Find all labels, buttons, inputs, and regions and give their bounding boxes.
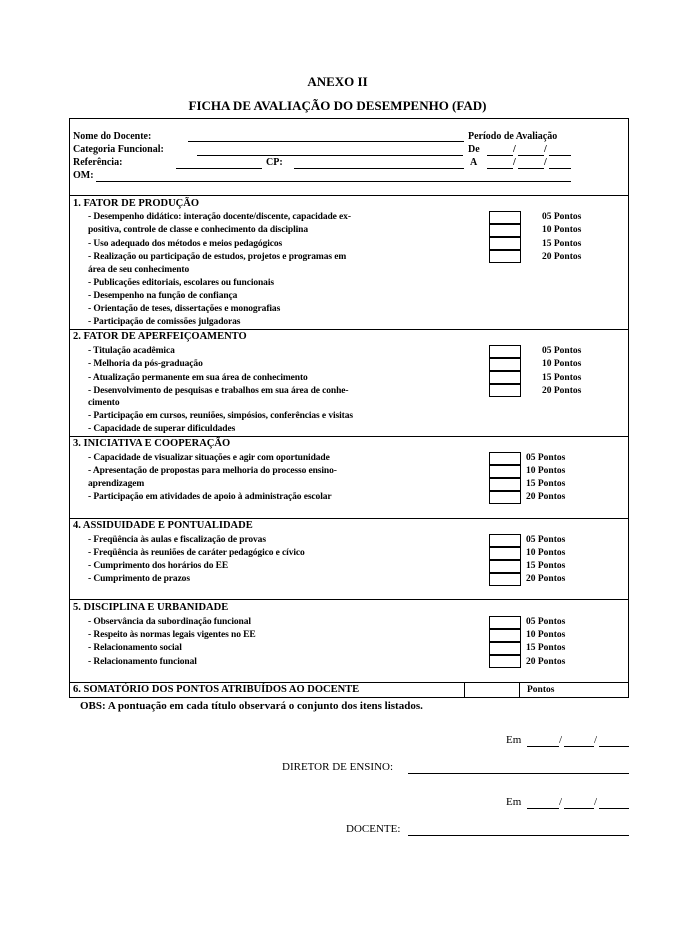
criterion-item: - Participação em atividades de apoio à administração escolar xyxy=(88,492,332,502)
points-label: 20 Pontos xyxy=(526,574,566,584)
points-label: 05 Pontos xyxy=(542,212,582,222)
cp-label: CP: xyxy=(266,157,283,168)
score-box[interactable] xyxy=(489,616,521,629)
date-separator: / xyxy=(544,144,547,155)
criterion-item: - Desenvolvimento de pesquisas e trabalhos em sua área de conhe- xyxy=(88,386,349,396)
divider xyxy=(69,518,629,519)
score-box[interactable] xyxy=(489,491,521,504)
de-month-field[interactable] xyxy=(518,155,544,156)
score-box[interactable] xyxy=(489,547,521,560)
score-box[interactable] xyxy=(489,642,521,655)
date-day-field[interactable] xyxy=(527,746,559,747)
score-box[interactable] xyxy=(489,224,521,237)
score-box[interactable] xyxy=(489,384,521,397)
criterion-item: - Participação de comissões julgadoras xyxy=(88,317,241,327)
criterion-item: - Relacionamento social xyxy=(88,643,182,653)
score-box[interactable] xyxy=(489,358,521,371)
criterion-item: - Desempenho didático: interação docente/discente, capacidade ex- xyxy=(88,212,351,222)
points-label: 10 Pontos xyxy=(542,359,582,369)
a-month-field[interactable] xyxy=(518,168,544,169)
points-label: 15 Pontos xyxy=(542,239,582,249)
score-box[interactable] xyxy=(489,211,521,224)
section-title: 3. INICIATIVA E COOPERAÇÃO xyxy=(73,438,231,449)
criterion-item: positiva, controle de classe e conhecimento da disciplina xyxy=(88,225,309,235)
points-label: 10 Pontos xyxy=(526,548,566,558)
date-year-field[interactable] xyxy=(599,808,629,809)
score-box[interactable] xyxy=(489,250,521,263)
score-box[interactable] xyxy=(489,655,521,668)
criterion-item: - Capacidade de superar dificuldades xyxy=(88,424,236,434)
criterion-item: - Atualização permanente em sua área de conhecimento xyxy=(88,373,308,383)
docente-sign-label: DOCENTE: xyxy=(346,823,401,835)
section-title: 1. FATOR DE PRODUÇÃO xyxy=(73,198,199,209)
divider xyxy=(69,599,629,600)
points-label: 15 Pontos xyxy=(526,643,566,653)
points-label: 15 Pontos xyxy=(526,561,566,571)
section-title: 5. DISCIPLINA E URBANIDADE xyxy=(73,602,229,613)
score-box[interactable] xyxy=(489,371,521,384)
criterion-item: - Uso adequado dos métodos e meios pedagógicos xyxy=(88,239,283,249)
date-separator: / xyxy=(559,796,563,808)
criterion-item: - Apresentação de propostas para melhoria do processo ensino- xyxy=(88,466,337,476)
criterion-item: - Relacionamento funcional xyxy=(88,657,197,667)
categoria-field[interactable] xyxy=(197,155,463,156)
periodo-label: Período de Avaliação xyxy=(468,131,558,142)
points-label: 10 Pontos xyxy=(526,630,566,640)
total-unit: Pontos xyxy=(527,685,555,695)
criterion-item: - Titulação acadêmica xyxy=(88,346,175,356)
score-box[interactable] xyxy=(489,629,521,642)
date-separator: / xyxy=(513,144,516,155)
points-label: 20 Pontos xyxy=(526,492,566,502)
de-day-field[interactable] xyxy=(487,155,513,156)
criterion-item: - Participação em cursos, reuniões, simpósios, conferências e visitas xyxy=(88,411,353,421)
points-label: 05 Pontos xyxy=(526,617,566,627)
date-month-field[interactable] xyxy=(564,746,594,747)
criterion-item: - Publicações editoriais, escolares ou funcionais xyxy=(88,278,274,288)
divider xyxy=(69,329,629,330)
points-label: 05 Pontos xyxy=(542,346,582,356)
score-box[interactable] xyxy=(489,573,521,586)
points-label: 20 Pontos xyxy=(542,386,582,396)
docente-field[interactable] xyxy=(188,141,464,142)
score-box[interactable] xyxy=(489,237,521,250)
points-label: 15 Pontos xyxy=(526,479,566,489)
points-label: 10 Pontos xyxy=(526,466,566,476)
date-day-field[interactable] xyxy=(527,808,559,809)
criterion-item: - Capacidade de visualizar situações e agir com oportunidade xyxy=(88,453,330,463)
criterion-item: - Desempenho na função de confiança xyxy=(88,291,238,301)
date-year-field[interactable] xyxy=(599,746,629,747)
criterion-item: cimento xyxy=(88,398,120,408)
points-label: 20 Pontos xyxy=(526,657,566,667)
referencia-label: Referência: xyxy=(73,157,123,168)
document-subtitle: FICHA DE AVALIAÇÃO DO DESEMPENHO (FAD) xyxy=(188,98,487,113)
diretor-label: DIRETOR DE ENSINO: xyxy=(282,761,394,773)
points-label: 10 Pontos xyxy=(542,225,582,235)
date-month-field[interactable] xyxy=(564,808,594,809)
cp-field[interactable] xyxy=(294,168,464,169)
a-year-field[interactable] xyxy=(549,168,571,169)
date-separator: / xyxy=(594,734,598,746)
score-box[interactable] xyxy=(489,534,521,547)
date-separator: / xyxy=(559,734,563,746)
cell-divider xyxy=(519,682,520,698)
points-label: 05 Pontos xyxy=(526,453,566,463)
divider xyxy=(69,195,629,196)
criterion-item: - Cumprimento dos horários do EE xyxy=(88,561,229,571)
de-year-field[interactable] xyxy=(549,155,571,156)
criterion-item: - Freqüência às aulas e fiscalização de provas xyxy=(88,535,266,545)
criterion-item: - Realização ou participação de estudos, projetos e programas em xyxy=(88,252,347,262)
date-label: Em xyxy=(506,734,522,746)
criterion-item: aprendizagem xyxy=(88,479,145,489)
a-day-field[interactable] xyxy=(487,168,513,169)
date-label: Em xyxy=(506,796,522,808)
points-label: 05 Pontos xyxy=(526,535,566,545)
document-title: ANEXO II xyxy=(307,74,368,89)
om-field[interactable] xyxy=(96,181,571,182)
docente-signature-field[interactable] xyxy=(408,835,629,836)
date-separator: / xyxy=(594,796,598,808)
divider xyxy=(69,682,629,683)
categoria-label: Categoria Funcional: xyxy=(73,144,164,155)
obs-note: OBS: A pontuação em cada título observará o conjunto dos itens listados. xyxy=(80,700,423,712)
score-box[interactable] xyxy=(489,345,521,358)
criterion-item: - Melhoria da pós-graduação xyxy=(88,359,203,369)
criterion-item: - Observância da subordinação funcional xyxy=(88,617,251,627)
score-box[interactable] xyxy=(489,452,521,465)
total-label: 6. SOMATÓRIO DOS PONTOS ATRIBUÍDOS AO DOCENTE xyxy=(73,684,360,695)
date-separator: / xyxy=(544,157,547,168)
score-box[interactable] xyxy=(489,560,521,573)
criterion-item: - Orientação de teses, dissertações e monografias xyxy=(88,304,281,314)
total-points-field[interactable] xyxy=(465,683,519,697)
docente-label: Nome do Docente: xyxy=(73,131,152,142)
section-title: 2. FATOR DE APERFEIÇOAMENTO xyxy=(73,331,247,342)
de-label: De xyxy=(468,144,480,155)
score-box[interactable] xyxy=(489,478,521,491)
criterion-item: - Freqüência às reuniões de caráter pedagógico e cívico xyxy=(88,548,305,558)
points-label: 15 Pontos xyxy=(542,373,582,383)
a-label: A xyxy=(470,157,478,168)
points-label: 20 Pontos xyxy=(542,252,582,262)
referencia-field[interactable] xyxy=(176,168,262,169)
diretor-signature-field[interactable] xyxy=(408,773,629,774)
criterion-item: área de seu conhecimento xyxy=(88,265,190,275)
criterion-item: - Cumprimento de prazos xyxy=(88,574,190,584)
score-box[interactable] xyxy=(489,465,521,478)
section-title: 4. ASSIDUIDADE E PONTUALIDADE xyxy=(73,520,253,531)
date-separator: / xyxy=(513,157,516,168)
divider xyxy=(69,436,629,437)
criterion-item: - Respeito às normas legais vigentes no EE xyxy=(88,630,256,640)
om-label: OM: xyxy=(73,170,94,181)
